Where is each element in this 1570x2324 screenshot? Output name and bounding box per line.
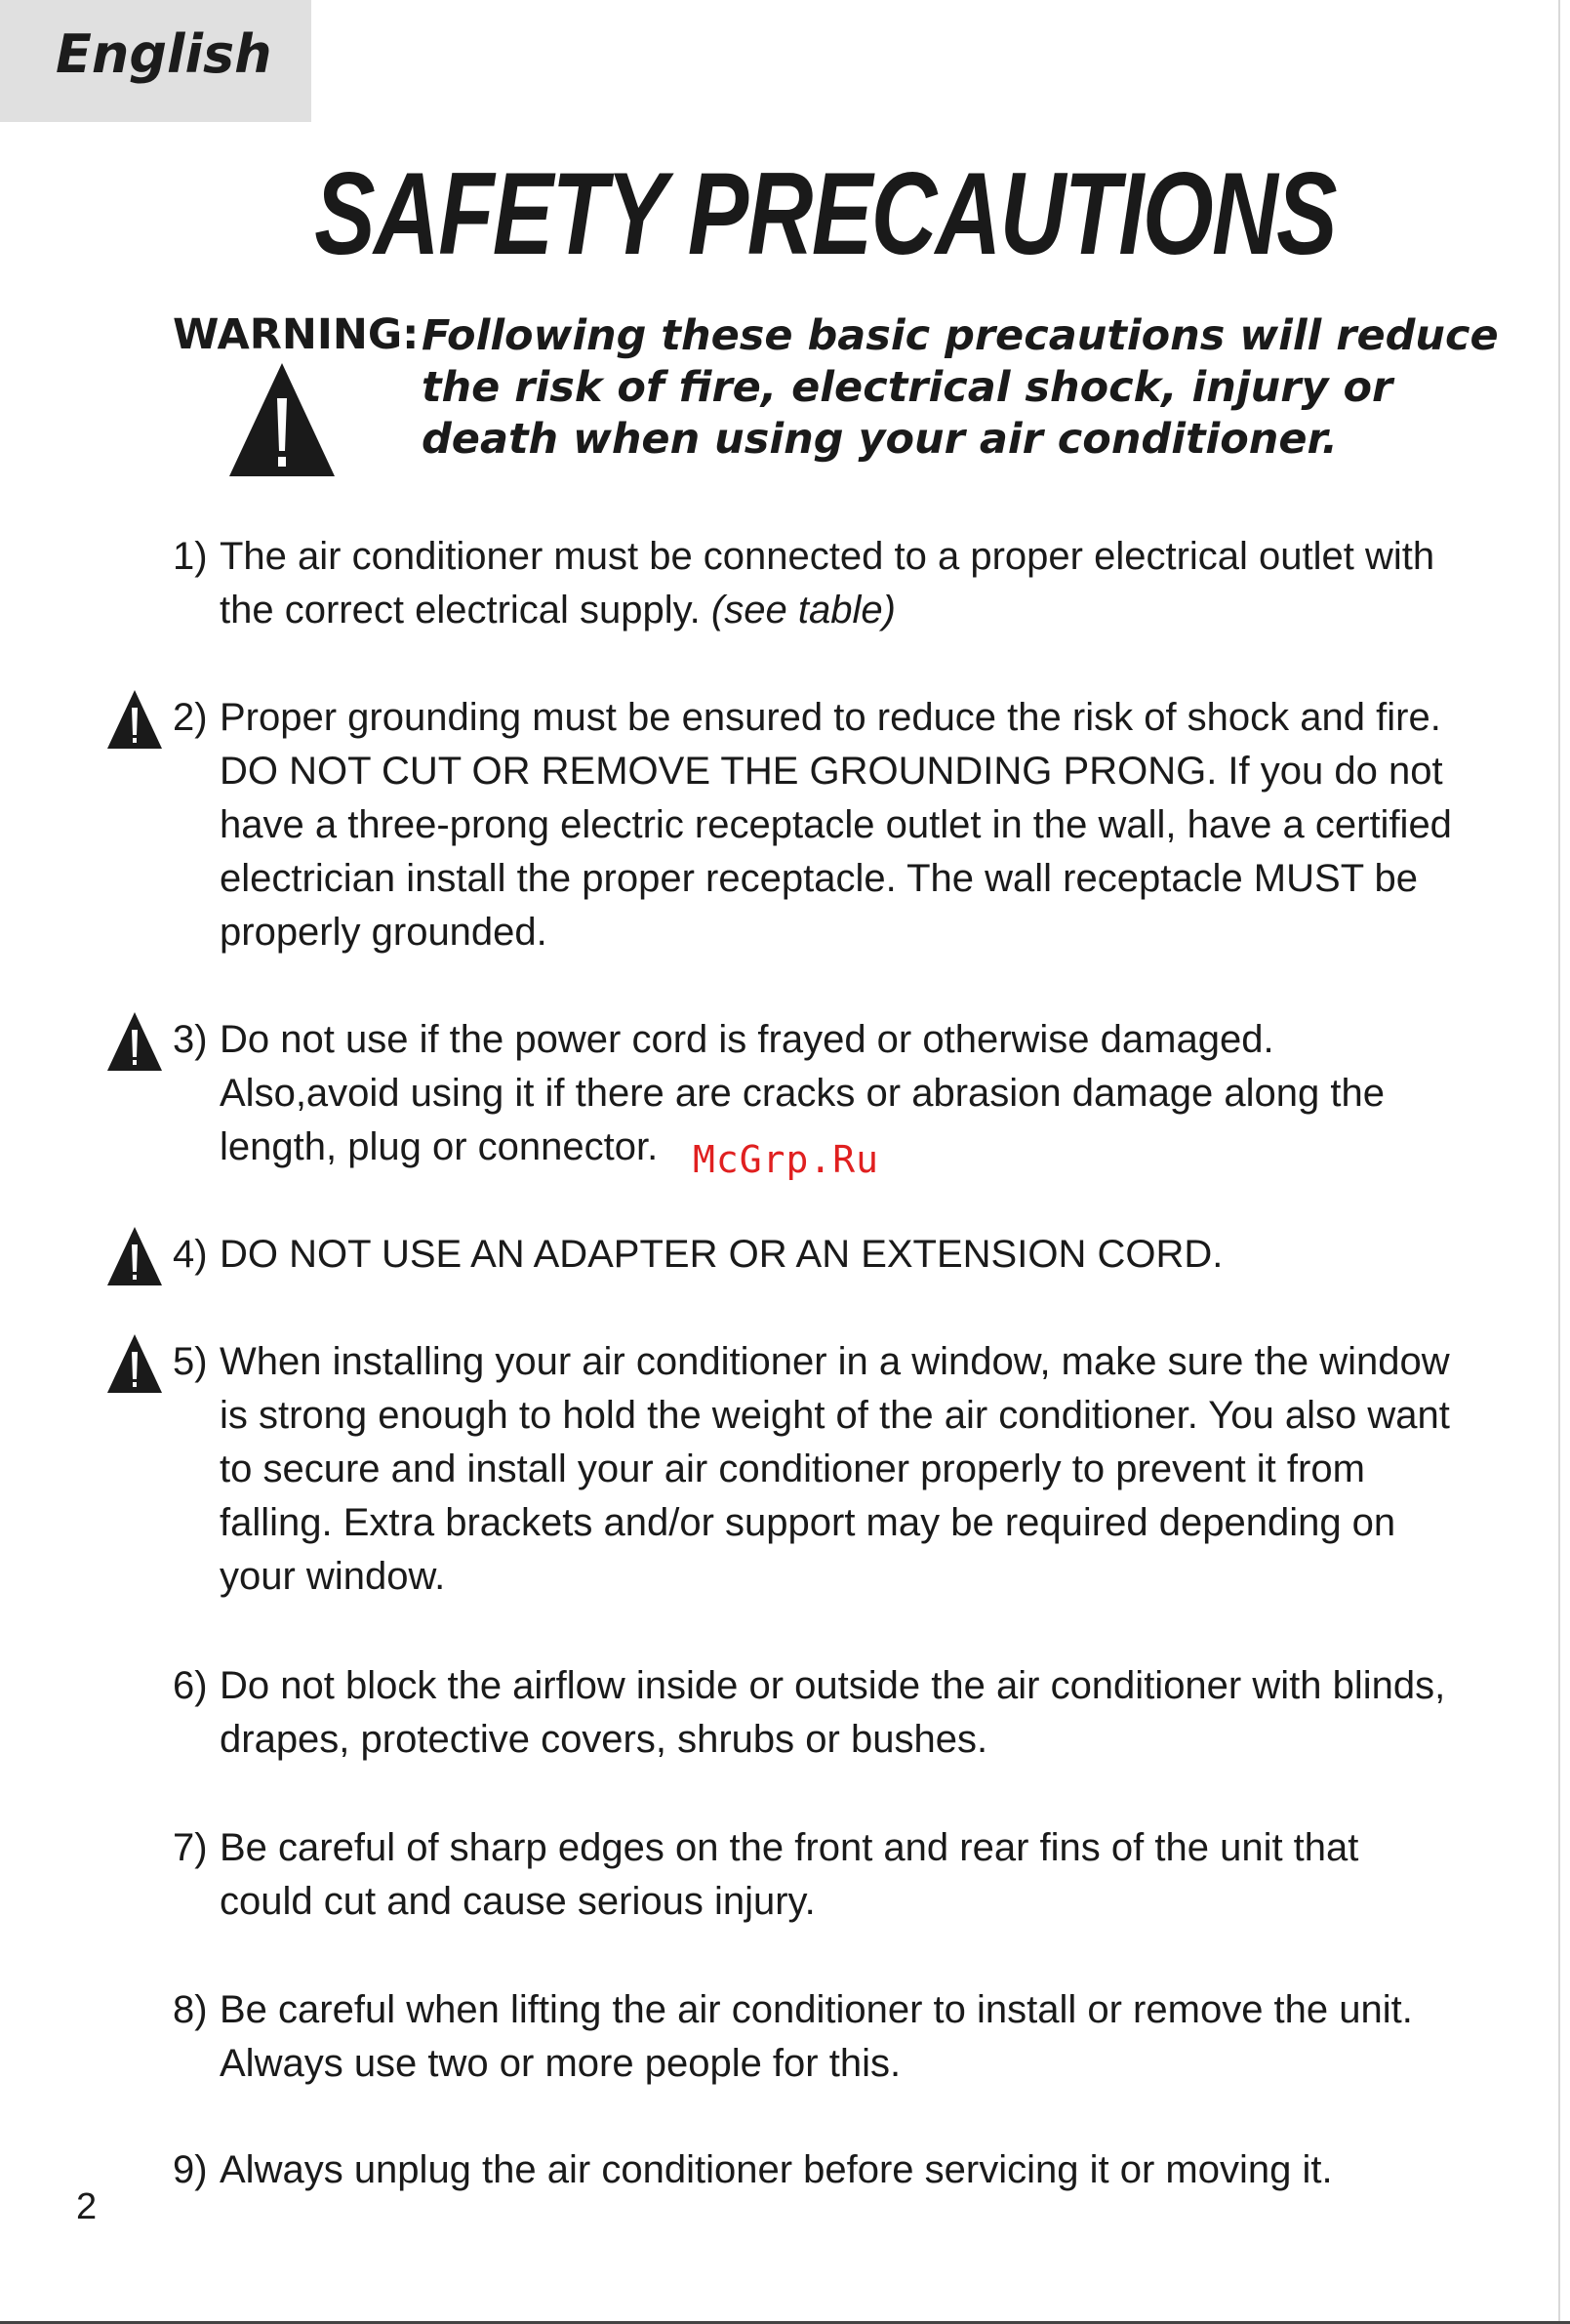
list-item (173, 1983, 1461, 2091)
language-tab (0, 0, 311, 122)
warning-triangle-icon (106, 1226, 163, 1286)
item-number: 2) (173, 696, 208, 739)
item-number: 7) (173, 1826, 208, 1869)
page-edge-right (1558, 0, 1560, 2324)
warning-text: Following these basic precautions will reduce the risk of fire, electrical shock, injury or death when using your air conditioner. (422, 311, 1499, 464)
item-text: Do not use if the power cord is frayed or otherwise damaged. Also,avoid using it if there are cracks or abrasion damage along the length, plug or connector. (220, 1018, 1386, 1168)
language-label: English (56, 23, 272, 85)
list-item (173, 691, 1461, 959)
item-number: 4) (173, 1233, 208, 1276)
item-text: DO NOT USE AN ADAPTER OR AN EXTENSION CORD. (220, 1233, 1224, 1276)
item-number: 9) (173, 2148, 208, 2191)
item-text: Be careful when lifting the air conditioner to install or remove the unit. Always use two or more people for this. (220, 1988, 1413, 2085)
item-number: 3) (173, 1018, 208, 1061)
item-text: Do not block the airflow inside or outside the air conditioner with blinds, drapes, protective covers, shrubs or bushes. (220, 1664, 1446, 1761)
item-text: Proper grounding must be ensured to reduce the risk of shock and fire. DO NOT CUT OR REMOVE THE GROUNDING PRONG. If you do not have a three-prong electric receptacle outlet in the wall, have a certified electrician install the proper receptacle. The wall receptacle MUST be properly grounded. (220, 696, 1452, 954)
item-number: 8) (173, 1988, 208, 2031)
warning-triangle-icon (106, 689, 163, 750)
item-text: The air conditioner must be connected to a proper electrical outlet with the correct electrical supply. (see table) (220, 535, 1435, 632)
page-number: 2 (76, 2186, 98, 2227)
item-number: 5) (173, 1340, 208, 1383)
warning-triangle-icon (227, 361, 337, 478)
item-text: Be careful of sharp edges on the front and rear fins of the unit that could cut and cause serious injury. (220, 1826, 1359, 1923)
list-item (173, 530, 1461, 637)
item-number: 1) (173, 535, 208, 578)
warning-triangle-icon (106, 1333, 163, 1394)
list-item (173, 1659, 1461, 1767)
watermark: McGrp.Ru (693, 1138, 880, 1181)
item-number: 6) (173, 1664, 208, 1707)
list-item (173, 1335, 1461, 1604)
warning-label: WARNING: (173, 310, 420, 359)
item-note: (see table) (710, 589, 896, 632)
item-text: Always unplug the air conditioner before servicing it or moving it. (220, 2148, 1333, 2191)
item-text: When installing your air conditioner in a window, make sure the window is strong enough to hold the weight of the air conditioner. You also want to secure and install your air conditioner properly to prevent it from falling. Extra brackets and/or support may be required depending on your window. (220, 1340, 1450, 1598)
list-item (173, 1228, 1461, 1282)
list-item (173, 1821, 1461, 1929)
warning-triangle-icon (106, 1011, 163, 1072)
list-item (173, 2143, 1461, 2197)
page-title: SAFETY PRECAUTIONS (314, 148, 1337, 279)
